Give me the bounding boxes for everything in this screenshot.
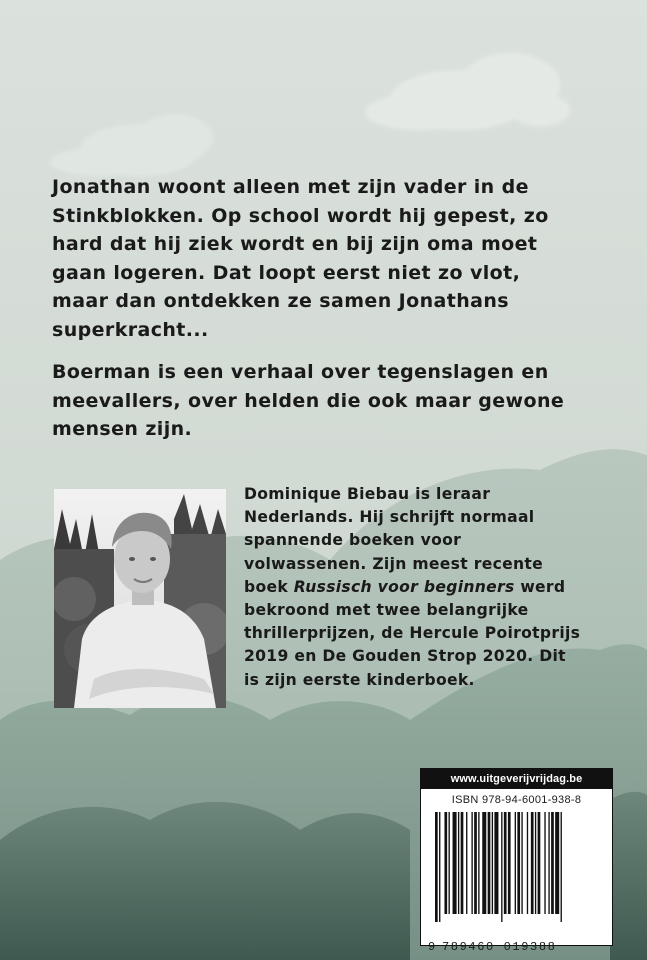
barcode-bar: [444, 812, 447, 914]
barcode-bars: [431, 812, 603, 922]
barcode-bar: [515, 812, 516, 914]
barcode-bar: [555, 812, 559, 914]
barcode-bar: [494, 812, 498, 914]
barcode-bar: [538, 812, 541, 914]
hill-near: [0, 802, 410, 960]
barcode-bar: [488, 812, 491, 914]
barcode-bar: [517, 812, 520, 914]
barcode-box: [420, 768, 613, 954]
ean-digits: 789460 019388: [442, 940, 557, 954]
barcode-bar: [501, 812, 502, 922]
publisher-website: www.uitgeverijvrijdag.be: [421, 769, 612, 789]
barcode-bar: [453, 812, 457, 914]
barcode-bar: [439, 812, 440, 922]
barcode-bar: [508, 812, 511, 914]
author-bio-part-2: werd bekroond met twee belangrijke thrillerprijzen, de Hercule Poirotprijs 2019 en De Gouden Strop 2020. Dit is zijn eerste kinderboek.: [244, 577, 581, 689]
blurb-paragraph-1: Jonathan woont alleen met zijn vader in de Stinkblokken. Op school wordt hij gepest, zo hard dat hij ziek wordt en bij zijn oma moet gaan logeren. Dat loopt eerst niet zo vlot, maar dan ontdekken ze samen Jonathans superkracht...: [52, 176, 549, 341]
author-photo: [54, 489, 226, 708]
barcode-bar: [531, 812, 534, 914]
hill-near-right: [610, 792, 647, 960]
isbn-label: ISBN 978-94-6001-938-8: [451, 794, 582, 806]
barcode-bar: [535, 812, 536, 914]
barcode-bar: [482, 812, 486, 914]
barcode-bar: [492, 812, 493, 914]
barcode-bar: [527, 812, 528, 914]
barcode-bar: [471, 812, 472, 914]
barcode-bar: [461, 812, 464, 914]
barcode-bar: [449, 812, 450, 914]
barcode-bar: [466, 812, 467, 914]
author-bio: [244, 483, 584, 692]
barcode-bar: [551, 812, 554, 914]
barcode-bar: [548, 812, 549, 914]
barcode-bar: [478, 812, 479, 914]
blurb-paragraph-2: Boerman is een verhaal over tegenslagen en meevallers, over helden die ook maar gewone mensen zijn.: [52, 361, 565, 441]
barcode-bar: [474, 812, 477, 914]
barcode-bar: [458, 812, 459, 914]
author-bio-part-1: Dominique Biebau is leraar Nederlands. Hij schrijft normaal spannende boeken voor volwassenen. Zijn meest recente boek: [244, 485, 544, 596]
barcode-bar: [561, 812, 562, 922]
barcode-bar: [435, 812, 438, 922]
barcode-bar: [544, 812, 545, 914]
barcode-bar: [504, 812, 507, 914]
book-title: Russisch voor beginners: [293, 577, 515, 596]
ean-first-digit: 9: [428, 940, 437, 954]
barcode-bar: [521, 812, 522, 914]
